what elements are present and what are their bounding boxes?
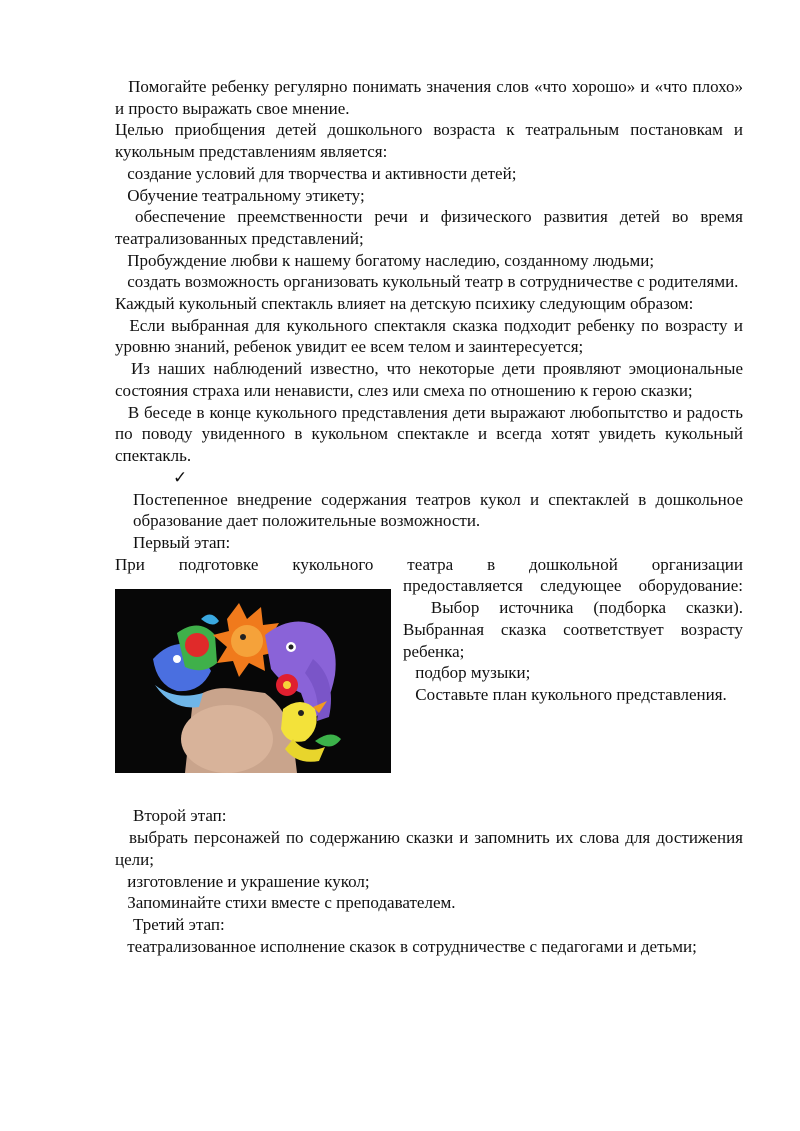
influence-paragraph: Каждый кукольный спектакль влияет на детскую психику следующим образом: [115,294,694,314]
finger-puppets-photo [115,589,391,773]
bullet-paragraph: изготовление и украшение кукол; [123,871,370,891]
checkmark-icon: ✓ [173,467,188,487]
bullet-paragraph: Составьте план кукольного представления. [411,684,727,704]
bullet-paragraph: Обучение театральному этикету; [123,185,365,205]
bullet-paragraph: обеспечение преемственности речи и физического развития детей во время театрализованных представлений; [115,207,743,248]
stage2-title: Второй этап: [133,806,227,826]
bullet-paragraph: Из наших наблюдений известно, что некоторые дети проявляют эмоциональные состояния страха или ненависти, слез или смеха по отношению к герою сказки; [115,359,743,400]
goal-paragraph: Целью приобщения детей дошкольного возраста к театральным постановкам и кукольным представлениям является: [115,120,743,162]
stage1-continuation: предоставляется следующее оборудование: [403,576,743,596]
stage1-first-line: При подготовке кукольного театра в дошкольной организации [115,554,743,574]
bullet-paragraph: Если выбранная для кукольного спектакля сказка подходит ребенку по возрасту и уровню знаний, ребенок увидит ее всем телом и заинтересуется; [115,315,743,357]
bullet-paragraph: В беседе в конце кукольного представления дети выражают любопытство и радость по поводу увиденного в кукольном спектакле и всегда хотят увидеть кукольный спектакль. [115,402,743,465]
bullet-paragraph: театрализованное исполнение сказок в сотрудничестве с педагогами и детьми; [123,936,697,956]
stage3-title: Третий этап: [133,914,225,934]
bullet-paragraph: Запоминайте стихи вместе с преподавателем. [123,893,456,913]
bullet-paragraph: выбрать персонажей по содержанию сказки и запомнить их слова для достижения цели; [115,828,743,869]
bullet-paragraph: подбор музыки; [411,663,531,683]
gradual-paragraph: Постепенное внедрение содержания театров кукол и спектаклей в дошкольное образование дает положительные возможности. [133,489,743,531]
stage1-side-text [403,575,743,773]
bullet-paragraph: Выбор источника (подборка сказки). Выбранная сказка соответствует возрасту ребенка; [403,598,743,661]
bullet-paragraph: создание условий для творчества и активности детей; [123,163,517,183]
bullet-paragraph: Пробуждение любви к нашему богатому наследию, созданному людьми; [123,250,655,270]
bullet-paragraph: создать возможность организовать кукольный театр в сотрудничестве с родителями. [123,272,739,292]
bullet-paragraph: Помогайте ребенку регулярно понимать значения слов «что хорошо» и «что плохо» и просто выражать свое мнение. [115,77,743,118]
finger-puppets-image [115,589,391,773]
spacer [115,773,743,805]
stage1-title: Первый этап: [133,533,231,553]
figure-row [115,575,743,773]
document-page [115,76,743,957]
